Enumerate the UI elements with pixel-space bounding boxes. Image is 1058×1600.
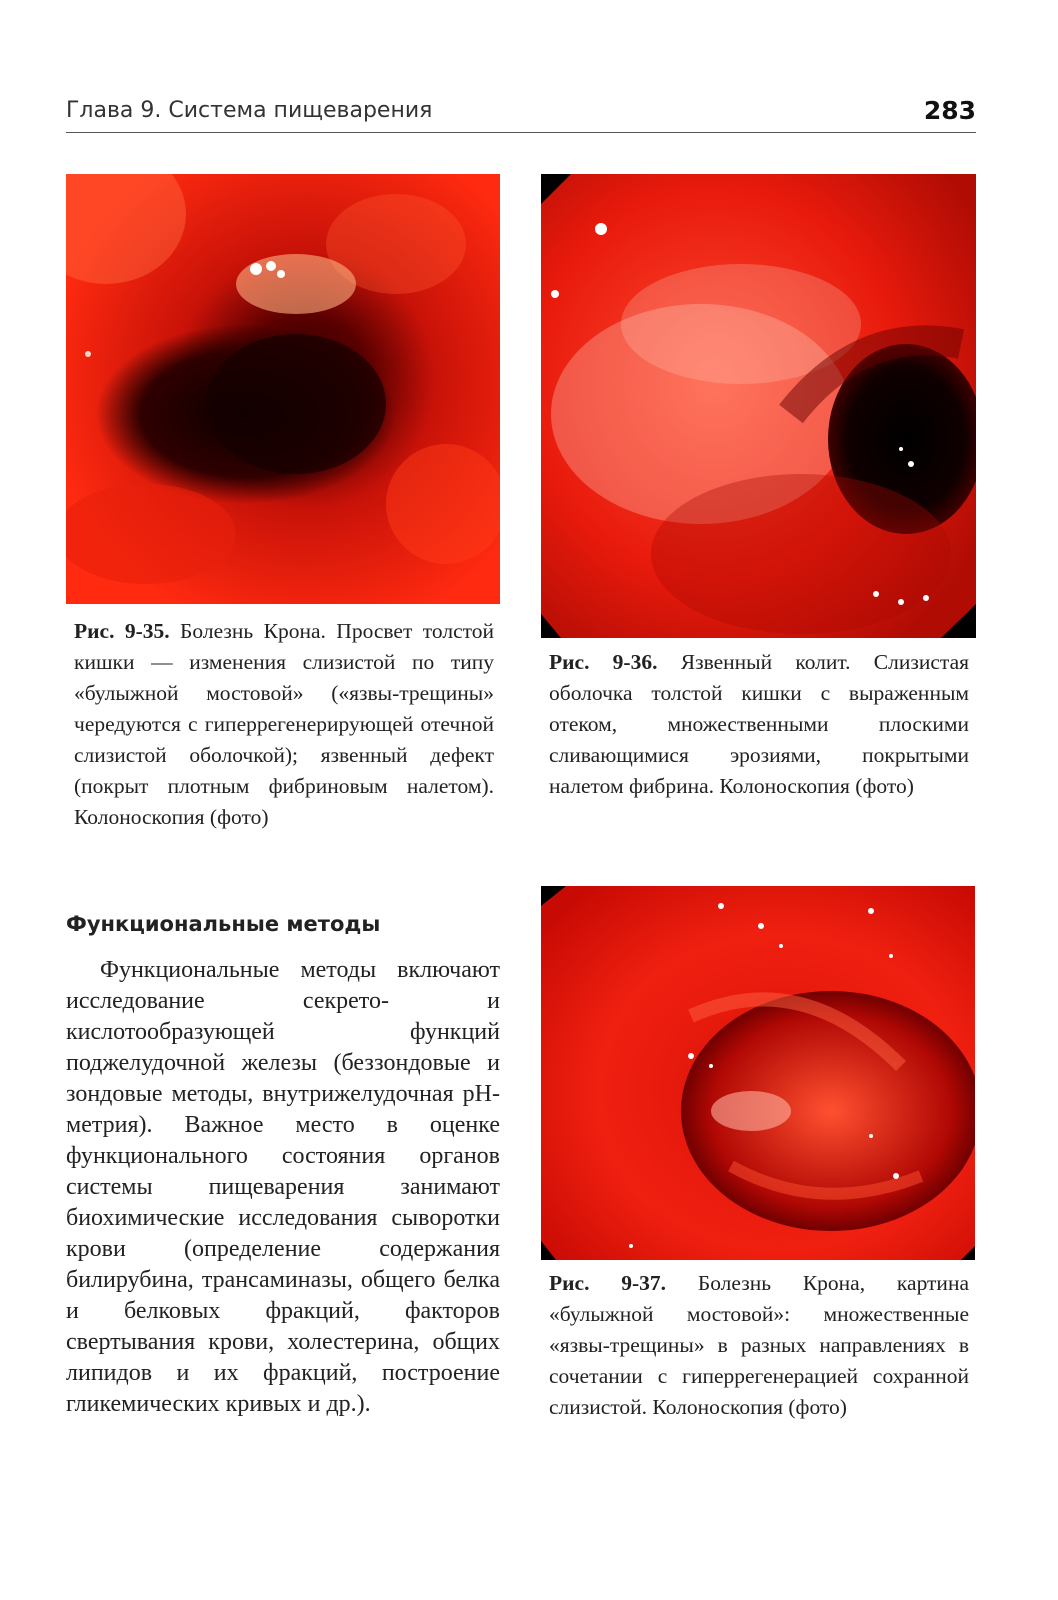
figure-caption-text: Болезнь Крона, картина «булыжной мостовой»: множественные «язвы-трещины» в разных направлениях в сочетании с гиперрегенерацией сохранной слизистой. Колоноскопия (фото)	[549, 1271, 969, 1419]
figure-9-36-caption	[549, 647, 969, 802]
figure-9-35-photo	[66, 174, 500, 604]
figure-label: Рис. 9-35.	[74, 619, 170, 643]
figure-9-35-caption	[74, 616, 494, 833]
running-header	[66, 96, 976, 133]
chapter-title: Глава 9. Система пищеварения	[66, 98, 433, 123]
figure-label: Рис. 9-36.	[549, 650, 658, 674]
figure-9-36-photo	[541, 174, 976, 638]
figure-caption-text: Язвенный колит. Слизистая оболочка толстой кишки с выраженным отеком, множественными плоскими сливающимися эрозиями, покрытыми налетом фибрина. Колоноскопия (фото)	[549, 650, 970, 798]
section-body: Функциональные методы включают исследование секрето- и кислотообразующей функций поджелудочной железы (беззондовые и зондовые методы, внутрижелудочная pH-метрия). Важное место в оценке функционального состояния органов системы пищеварения занимают биохимические исследования сыворотки крови (определение содержания билирубина, трансаминазы, общего белка и белковых фракций, факторов свертывания крови, холестерина, общих липидов и их фракций, построение гликемических кривых и др.).	[66, 957, 500, 1417]
page-number: 283	[923, 96, 976, 125]
figure-9-37-caption	[549, 1268, 969, 1423]
figure-label: Рис. 9-37.	[549, 1271, 667, 1295]
section-title: Функциональные методы	[66, 912, 381, 936]
figure-caption-text: Болезнь Крона. Просвет толстой кишки — изменения слизистой по типу «булыжной мостовой» («язвы-трещины» чередуются с гиперрегенерирующей отечной слизистой оболочкой); язвенный дефект (покрыт плотным фибриновым налетом). Колоноскопия (фото)	[74, 619, 494, 829]
figure-9-37-photo	[541, 886, 975, 1260]
